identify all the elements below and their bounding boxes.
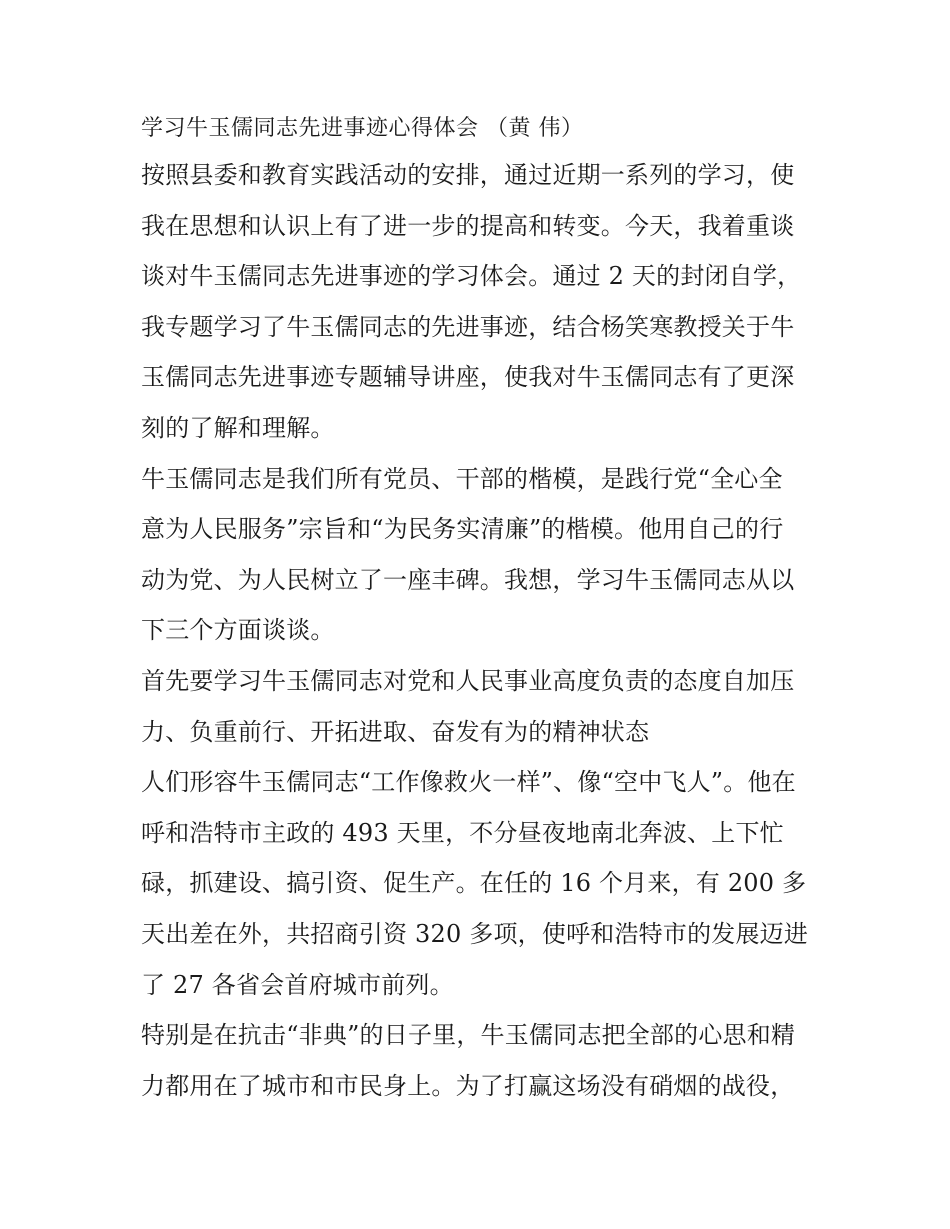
paragraph-3 xyxy=(141,656,821,757)
text-line: 天出差在外，共招商引资 320 多项，使呼和浩特市的发展迈进 xyxy=(141,919,809,948)
text-line: 力都用在了城市和市民身上。为了打赢这场没有硝烟的战役， xyxy=(141,1071,795,1100)
text-line: 谈对牛玉儒同志先进事迹的学习体会。通过 2 天的封闭自学， xyxy=(141,262,802,291)
paragraph-2 xyxy=(141,454,821,656)
paragraph-1 xyxy=(141,150,821,454)
paragraph-4 xyxy=(141,757,821,1010)
document-body xyxy=(141,109,821,1111)
text-line: 碌，抓建设、搞引资、促生产。在任的 16 个月来，有 200 多 xyxy=(141,869,807,898)
text-line: 刻的了解和理解。 xyxy=(141,413,335,442)
text-line: 我在思想和认识上有了进一步的提高和转变。今天，我着重谈 xyxy=(141,211,795,240)
text-line: 牛玉儒同志是我们所有党员、干部的楷模，是践行党“全心全 xyxy=(141,464,783,493)
text-line: 意为人民服务”宗旨和“为民务实清廉”的楷模。他用自己的行 xyxy=(141,515,784,544)
text-line: 下三个方面谈谈。 xyxy=(141,616,335,645)
text-line: 特别是在抗击“非典”的日子里，牛玉儒同志把全部的心思和精 xyxy=(141,1021,796,1050)
text-line: 按照县委和教育实践活动的安排，通过近期一系列的学习，使 xyxy=(141,161,795,189)
text-line: 我专题学习了牛玉儒同志的先进事迹，结合杨笑寒教授关于牛 xyxy=(141,312,795,341)
text-line: 了 27 各省会首府城市前列。 xyxy=(141,970,454,999)
text-line: 人们形容牛玉儒同志“工作像救火一样”、像“空中飞人”。他在 xyxy=(141,768,796,797)
text-line: 动为党、为人民树立了一座丰碑。我想，学习牛玉儒同志从以 xyxy=(141,565,795,594)
text-line: 首先要学习牛玉儒同志对党和人民事业高度负责的态度自加压 xyxy=(141,666,795,695)
text-line: 呼和浩特市主政的 493 天里，不分昼夜地南北奔波、上下忙 xyxy=(141,818,784,847)
document-title: 学习牛玉儒同志先进事迹心得体会 （黄 伟） xyxy=(141,116,584,141)
paragraph-5 xyxy=(141,1010,821,1111)
text-line: 力、负重前行、开拓进取、奋发有为的精神状态 xyxy=(141,717,650,746)
text-line: 玉儒同志先进事迹专题辅导讲座，使我对牛玉儒同志有了更深 xyxy=(141,363,795,392)
